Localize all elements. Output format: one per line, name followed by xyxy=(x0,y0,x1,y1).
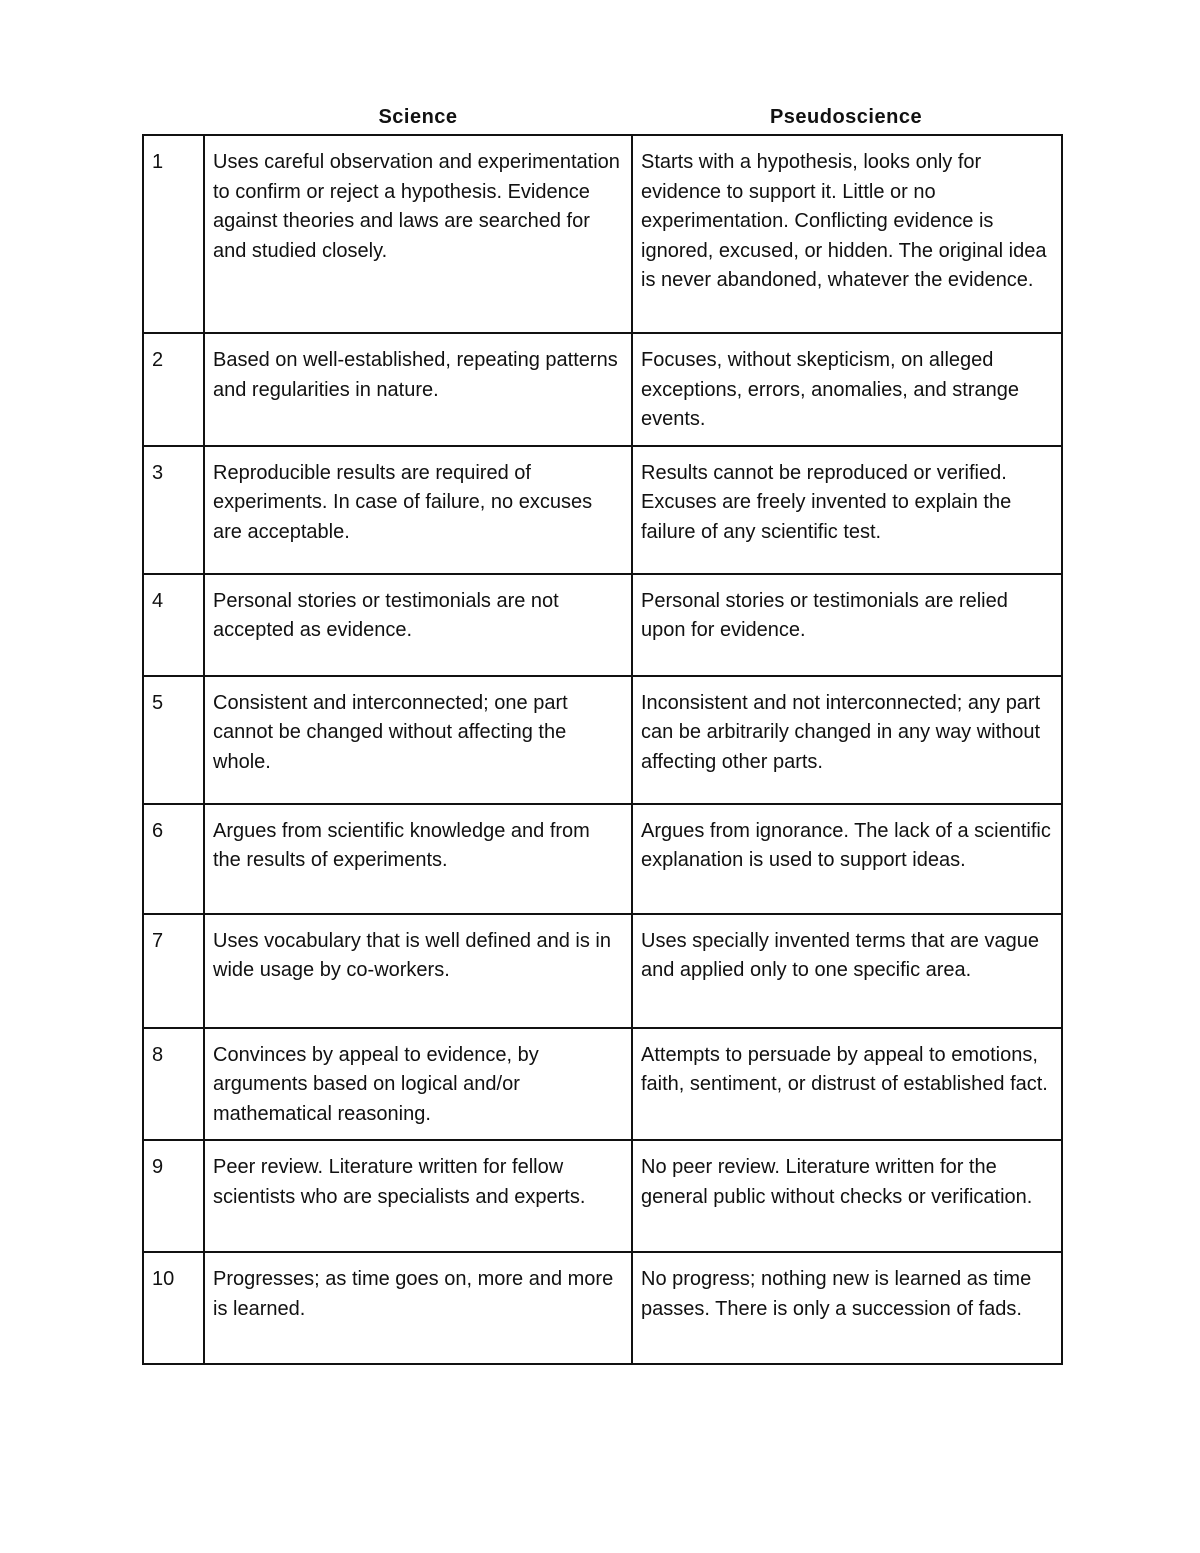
science-cell: Reproducible results are required of experiments. In case of failure, no excuses are acceptable. xyxy=(204,446,632,574)
header-science: Science xyxy=(378,106,458,128)
table-row xyxy=(143,135,1062,333)
pseudoscience-cell: Focuses, without skepticism, on alleged exceptions, errors, anomalies, and strange events. xyxy=(632,333,1062,446)
row-number: 7 xyxy=(143,914,204,1028)
row-number: 10 xyxy=(143,1252,204,1364)
row-number: 5 xyxy=(143,676,204,804)
table-row xyxy=(143,914,1062,1028)
header-pseudoscience: Pseudoscience xyxy=(769,106,923,128)
pseudoscience-cell: Inconsistent and not interconnected; any part can be arbitrarily changed in any way without affecting other parts. xyxy=(632,676,1062,804)
science-cell: Peer review. Literature written for fellow scientists who are specialists and experts. xyxy=(204,1140,632,1252)
table-row xyxy=(143,676,1062,804)
table-row xyxy=(143,1028,1062,1141)
table-row xyxy=(143,574,1062,676)
science-cell: Uses careful observation and experimentation to confirm or reject a hypothesis. Evidence against theories and laws are searched for and studied closely. xyxy=(204,135,632,333)
science-cell: Based on well-established, repeating patterns and regularities in nature. xyxy=(204,333,632,446)
pseudoscience-cell: Argues from ignorance. The lack of a scientific explanation is used to support ideas. xyxy=(632,804,1062,914)
science-cell: Convinces by appeal to evidence, by arguments based on logical and/or mathematical reasoning. xyxy=(204,1028,632,1141)
pseudoscience-cell: Attempts to persuade by appeal to emotions, faith, sentiment, or distrust of established fact. xyxy=(632,1028,1062,1141)
pseudoscience-cell: Personal stories or testimonials are relied upon for evidence. xyxy=(632,574,1062,676)
science-cell: Personal stories or testimonials are not accepted as evidence. xyxy=(204,574,632,676)
table-row xyxy=(143,804,1062,914)
row-number: 6 xyxy=(143,804,204,914)
row-number: 9 xyxy=(143,1140,204,1252)
table-row xyxy=(143,333,1062,446)
science-cell: Uses vocabulary that is well defined and is in wide usage by co-workers. xyxy=(204,914,632,1028)
row-number: 1 xyxy=(143,135,204,333)
table-row xyxy=(143,1252,1062,1364)
pseudoscience-cell: Uses specially invented terms that are vague and applied only to one specific area. xyxy=(632,914,1062,1028)
science-cell: Argues from scientific knowledge and from the results of experiments. xyxy=(204,804,632,914)
row-number: 2 xyxy=(143,333,204,446)
pseudoscience-cell: No progress; nothing new is learned as time passes. There is only a succession of fads. xyxy=(632,1252,1062,1364)
column-headers xyxy=(142,106,1060,134)
comparison-table xyxy=(142,134,1063,1365)
pseudoscience-cell: No peer review. Literature written for the general public without checks or verification. xyxy=(632,1140,1062,1252)
science-cell: Progresses; as time goes on, more and more is learned. xyxy=(204,1252,632,1364)
row-number: 4 xyxy=(143,574,204,676)
row-number: 3 xyxy=(143,446,204,574)
pseudoscience-cell: Starts with a hypothesis, looks only for evidence to support it. Little or no experimentation. Conflicting evidence is ignored, excused, or hidden. The original idea is never abandoned, whatever the evidence. xyxy=(632,135,1062,333)
pseudoscience-cell: Results cannot be reproduced or verified. Excuses are freely invented to explain the failure of any scientific test. xyxy=(632,446,1062,574)
row-number: 8 xyxy=(143,1028,204,1141)
table-row xyxy=(143,1140,1062,1252)
table-row xyxy=(143,446,1062,574)
science-cell: Consistent and interconnected; one part cannot be changed without affecting the whole. xyxy=(204,676,632,804)
